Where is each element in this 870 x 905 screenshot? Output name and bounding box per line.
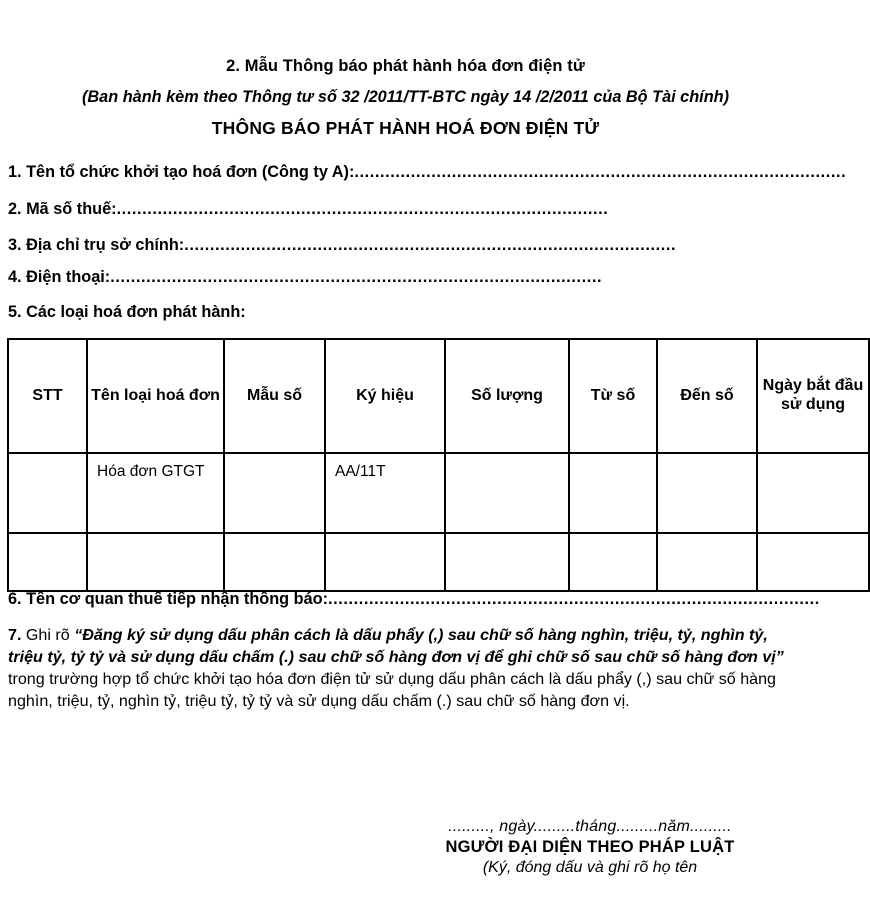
- cell-start-date[interactable]: [757, 533, 869, 591]
- paragraph-7-quote-open: “: [74, 626, 83, 644]
- field-head-office-address-label: 3. Địa chỉ trụ sở chính:: [8, 236, 185, 254]
- field-tax-code: [8, 200, 702, 219]
- field-organization-name-dots[interactable]: ................................................................................................: [354, 163, 847, 181]
- field-receiving-tax-authority-label: 6. Tên cơ quan thuế tiếp nhận thông báo:: [8, 590, 329, 608]
- document-title: THÔNG BÁO PHÁT HÀNH HOÁ ĐƠN ĐIỆN TỬ: [211, 118, 600, 138]
- field-phone-dots[interactable]: ................................................................................................: [110, 268, 603, 286]
- document-subheading: (Ban hành kèm theo Thông tư số 32 /2011/TT-BTC ngày 14 /2/2011 của Bộ Tài chính): [81, 88, 730, 106]
- field-receiving-tax-authority-dots[interactable]: ................................................................................................: [328, 590, 820, 608]
- table-row: [8, 453, 869, 533]
- paragraph-7: [8, 624, 803, 712]
- table-header-quantity: Số lượng: [445, 339, 569, 453]
- table-header-symbol: Ký hiệu: [325, 339, 445, 453]
- invoice-types-table: [7, 338, 870, 592]
- cell-form-number[interactable]: [224, 453, 325, 533]
- document-heading: 2. Mẫu Thông báo phát hành hóa đơn điện tử: [226, 57, 585, 75]
- table-header-from-number: Từ số: [569, 339, 657, 453]
- table-header-invoice-type: Tên loại hoá đơn: [87, 339, 224, 453]
- field-tax-code-dots[interactable]: ................................................................................................: [116, 200, 609, 218]
- field-receiving-tax-authority: [8, 590, 820, 609]
- paragraph-7-quote: Đăng ký sử dụng dấu phân cách là dấu phẩy (,) sau chữ số hàng nghìn, triệu, tỷ, nghìn tỷ, triệu tỷ, tỷ tỷ và sử dụng dấu chấm (.) sau chữ số hàng đơn vị để ghi chữ số sau chữ số hàng đơn vị: [8, 626, 776, 667]
- cell-quantity[interactable]: [445, 533, 569, 591]
- field-tax-code-label: 2. Mã số thuế:: [8, 200, 117, 218]
- signature-note: (Ký, đóng dấu và ghi rõ họ tên: [482, 859, 698, 876]
- table-header-start-date: Ngày bắt đầu sử dụng: [757, 339, 869, 453]
- table-header-row: [8, 339, 869, 453]
- cell-quantity[interactable]: [445, 453, 569, 533]
- paragraph-7-tail: trong trường hợp tổ chức khởi tạo hóa đơn điện tử sử dụng dấu phân cách là dấu phẩy (,) sau chữ số hàng nghìn, triệu, tỷ, nghìn tỷ, triệu tỷ, tỷ tỷ và sử dụng dấu chấm (.) sau chữ số hàng đơn vị.: [8, 670, 777, 711]
- table-row: [8, 533, 869, 591]
- field-head-office-address: [8, 236, 684, 255]
- cell-start-date[interactable]: [757, 453, 869, 533]
- cell-to-number[interactable]: [657, 533, 757, 591]
- signature-date-line[interactable]: ........., ngày.........tháng.........năm.........: [448, 818, 732, 835]
- paragraph-7-number: 7.: [8, 626, 22, 644]
- cell-from-number[interactable]: [569, 453, 657, 533]
- field-invoice-types: [8, 303, 246, 322]
- table-header-form-number: Mẫu số: [224, 339, 325, 453]
- cell-symbol[interactable]: [325, 533, 445, 591]
- field-organization-name-label: 1. Tên tổ chức khởi tạo hoá đơn (Công ty A):: [8, 163, 355, 181]
- cell-symbol[interactable]: AA/11T: [325, 453, 445, 533]
- paragraph-7-quote-close: ”: [775, 648, 784, 667]
- table-header-stt: STT: [8, 339, 87, 453]
- table-header-to-number: Đến số: [657, 339, 757, 453]
- cell-invoice-type[interactable]: [87, 533, 224, 591]
- field-invoice-types-label: 5. Các loại hoá đơn phát hành:: [8, 303, 246, 321]
- signature-block: [390, 818, 790, 877]
- cell-form-number[interactable]: [224, 533, 325, 591]
- field-phone: [8, 268, 678, 287]
- field-phone-label: 4. Điện thoại:: [8, 268, 111, 286]
- cell-to-number[interactable]: [657, 453, 757, 533]
- cell-from-number[interactable]: [569, 533, 657, 591]
- cell-stt[interactable]: [8, 533, 87, 591]
- cell-invoice-type[interactable]: Hóa đơn GTGT: [87, 453, 224, 533]
- signature-role: NGƯỜI ĐẠI DIỆN THEO PHÁP LUẬT: [445, 838, 735, 856]
- cell-stt[interactable]: [8, 453, 87, 533]
- paragraph-7-lead: Ghi rõ: [21, 626, 75, 644]
- field-head-office-address-dots[interactable]: ................................................................................................: [184, 236, 677, 254]
- field-organization-name: [8, 163, 847, 182]
